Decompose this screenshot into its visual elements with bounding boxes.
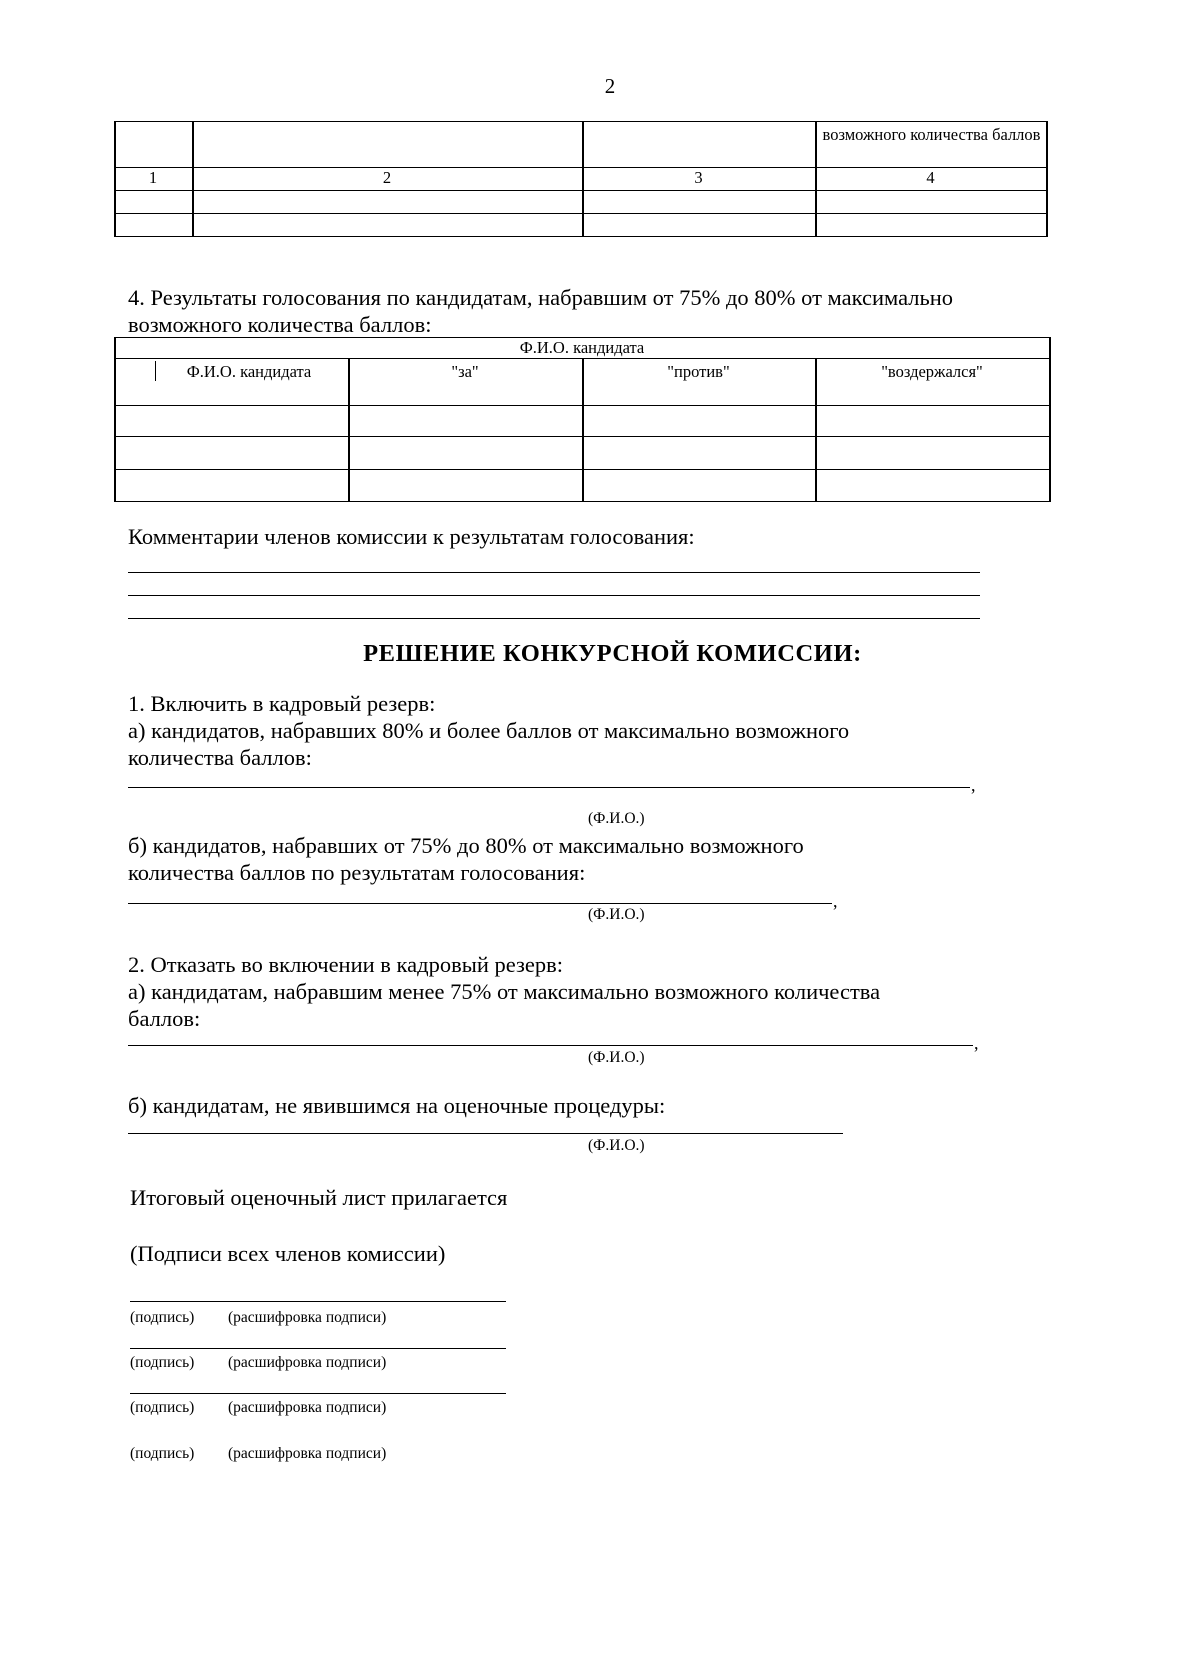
table-header-cell: возможного количества баллов [822, 125, 1041, 144]
table-column-number: 1 [148, 168, 158, 187]
column-for: "за" [451, 362, 479, 381]
item-1-title: 1. Включить в кадровый резерв: [128, 691, 436, 716]
attached-note: Итоговый оценочный лист прилагается [130, 1185, 508, 1210]
fio-line [128, 787, 970, 788]
table-column-number: 2 [382, 168, 392, 187]
column-against: "против" [667, 362, 730, 381]
item-2a-line-1: а) кандидатам, набравшим менее 75% от максимально возможного количества [128, 979, 881, 1004]
section-4-line-1: 4. Результаты голосования по кандидатам, набравшим от 75% до 80% от максимально [128, 285, 954, 310]
comment-line [128, 595, 980, 596]
line-comma: , [971, 775, 976, 795]
column-abstained: "воздержался" [881, 362, 983, 381]
signature-caption: (подпись) [130, 1309, 195, 1326]
line-comma: , [833, 891, 838, 911]
fio-caption: (Ф.И.О.) [588, 906, 645, 923]
section-4-line-2: возможного количества баллов: [128, 312, 432, 337]
signature-decode-caption: (расшифровка подписи) [228, 1309, 387, 1326]
fio-caption: (Ф.И.О.) [588, 1049, 645, 1066]
signature-caption: (подпись) [130, 1399, 195, 1416]
table-column-number: 4 [926, 168, 935, 187]
table-column-number: 3 [694, 168, 703, 187]
signature-line [130, 1348, 506, 1349]
fio-line [128, 903, 832, 904]
signature-decode-caption: (расшифровка подписи) [228, 1399, 387, 1416]
item-2-title: 2. Отказать во включении в кадровый резерв: [128, 952, 563, 977]
signature-caption: (подпись) [130, 1445, 195, 1462]
item-1b-line-2: количества баллов по результатам голосования: [128, 860, 586, 885]
fio-caption: (Ф.И.О.) [588, 1137, 645, 1154]
item-1a-line-1: а) кандидатов, набравших 80% и более баллов от максимально возможного [128, 718, 850, 743]
item-1a-line-2: количества баллов: [128, 745, 312, 770]
signature-line [130, 1393, 506, 1394]
comments-label: Комментарии членов комиссии к результатам голосования: [128, 524, 695, 549]
voting-table-title: Ф.И.О. кандидата [519, 338, 645, 357]
signature-decode-caption: (расшифровка подписи) [228, 1354, 387, 1371]
item-1b-line-1: б) кандидатов, набравших от 75% до 80% от максимально возможного [128, 833, 804, 858]
comment-line [128, 618, 980, 619]
fio-line [128, 1133, 843, 1134]
decision-heading: РЕШЕНИЕ КОНКУРСНОЙ КОМИССИИ: [363, 640, 862, 667]
item-2b-line-1: б) кандидатам, не явившимся на оценочные процедуры: [128, 1093, 666, 1118]
fio-caption: (Ф.И.О.) [588, 810, 645, 827]
signatures-label: (Подписи всех членов комиссии) [130, 1241, 446, 1266]
signature-decode-caption: (расшифровка подписи) [228, 1445, 387, 1462]
fio-line [128, 1045, 973, 1046]
comment-line [128, 572, 980, 573]
signature-caption: (подпись) [130, 1354, 195, 1371]
item-2a-line-2: баллов: [128, 1006, 201, 1031]
column-candidate-name: Ф.И.О. кандидата [186, 362, 312, 381]
page-number: 2 [604, 74, 616, 98]
line-comma: , [974, 1033, 979, 1053]
signature-line [130, 1301, 506, 1302]
